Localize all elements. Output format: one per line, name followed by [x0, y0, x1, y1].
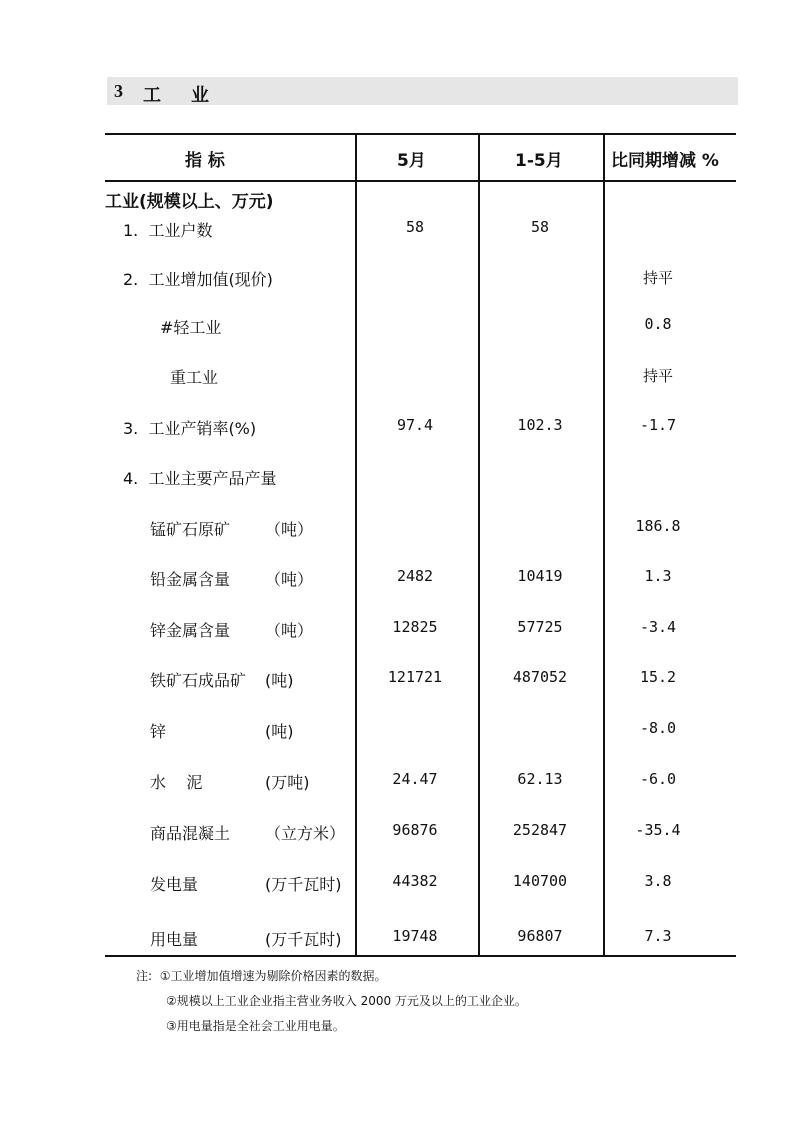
row-unit: (万吨) [265, 773, 310, 792]
row-label: 商品混凝土 [150, 824, 231, 843]
row-label: 锌金属含量 [150, 621, 231, 640]
row-unit: (吨) [265, 671, 294, 690]
cell-ytd: 487052 [512, 668, 568, 686]
industry-table [105, 133, 736, 957]
cell-change: 15.2 [639, 668, 677, 686]
row-label: 锰矿石原矿 [150, 520, 231, 539]
row-label: 锌 [150, 722, 167, 741]
cell-change: 7.3 [644, 927, 672, 945]
cell-ytd: 58 [530, 218, 550, 236]
header-month: 5月 [397, 151, 426, 171]
row-unit: (万千瓦时) [265, 875, 342, 894]
cell-month: 2482 [396, 567, 434, 585]
cell-change: 0.8 [644, 315, 672, 333]
row-unit: （吨） [265, 621, 314, 640]
group-title: 工业(规模以上、万元) [105, 192, 274, 212]
table-top-rule [105, 133, 736, 135]
cell-month: 44382 [392, 872, 438, 890]
row-label: 3. 工业产销率(%) [123, 419, 257, 438]
row-label: 发电量 [150, 875, 199, 894]
cell-ytd: 252847 [512, 821, 568, 839]
cell-month: 12825 [392, 618, 438, 636]
section-title: 工业 [143, 85, 239, 106]
cell-month: 58 [405, 218, 425, 236]
row-label: #轻工业 [160, 318, 222, 337]
row-label: 用电量 [150, 930, 199, 949]
cell-change: -8.0 [639, 719, 677, 737]
cell-ytd: 96807 [517, 927, 563, 945]
row-unit: （吨） [265, 570, 314, 589]
cell-month: 24.47 [392, 770, 438, 788]
row-label: 水 泥 [150, 773, 203, 792]
table-header-rule [105, 180, 736, 182]
row-unit: (万千瓦时) [265, 930, 342, 949]
header-change: 比同期增减 % [611, 151, 719, 171]
row-label: 重工业 [170, 368, 219, 387]
cell-ytd: 10419 [517, 567, 563, 585]
cell-change: 186.8 [635, 517, 681, 535]
note-line: ①工业增加值增速为剔除价格因素的数据。 [159, 969, 387, 983]
notes [136, 964, 527, 1039]
cell-change: -1.7 [639, 416, 677, 434]
cell-change: -6.0 [639, 770, 677, 788]
row-label: 4. 工业主要产品产量 [123, 469, 277, 488]
cell-month: 97.4 [396, 416, 434, 434]
row-label: 2. 工业增加值(现价) [123, 270, 273, 289]
cell-change: -35.4 [635, 821, 681, 839]
column-divider [355, 133, 357, 957]
cell-ytd: 102.3 [517, 416, 563, 434]
note-line: ②规模以上工业企业指主营业务收入 2000 万元及以上的工业企业。 [166, 994, 527, 1008]
cell-change: 3.8 [644, 872, 672, 890]
row-unit: (吨) [265, 722, 294, 741]
header-indicator: 指 标 [185, 151, 225, 171]
column-divider [478, 133, 480, 957]
cell-change: -3.4 [639, 618, 677, 636]
notes-prefix: 注: [136, 969, 153, 983]
note-line: ③用电量指是全社会工业用电量。 [166, 1019, 345, 1033]
cell-ytd: 62.13 [517, 770, 563, 788]
row-label: 铅金属含量 [150, 570, 231, 589]
cell-month: 121721 [387, 668, 443, 686]
row-label: 铁矿石成品矿 [150, 671, 247, 690]
row-unit: （立方米） [265, 824, 346, 843]
header-ytd: 1-5月 [515, 151, 563, 171]
section-number: 3 [114, 81, 123, 101]
row-unit: （吨） [265, 520, 314, 539]
cell-change: 1.3 [644, 567, 672, 585]
cell-month: 19748 [392, 927, 438, 945]
cell-ytd: 140700 [512, 872, 568, 890]
cell-change: 持平 [642, 367, 674, 385]
cell-month: 96876 [392, 821, 438, 839]
cell-change: 持平 [642, 269, 674, 287]
column-divider [603, 133, 605, 957]
row-label: 1. 工业户数 [123, 221, 213, 240]
section-header [107, 77, 738, 105]
cell-ytd: 57725 [517, 618, 563, 636]
table-bottom-rule [105, 955, 736, 957]
